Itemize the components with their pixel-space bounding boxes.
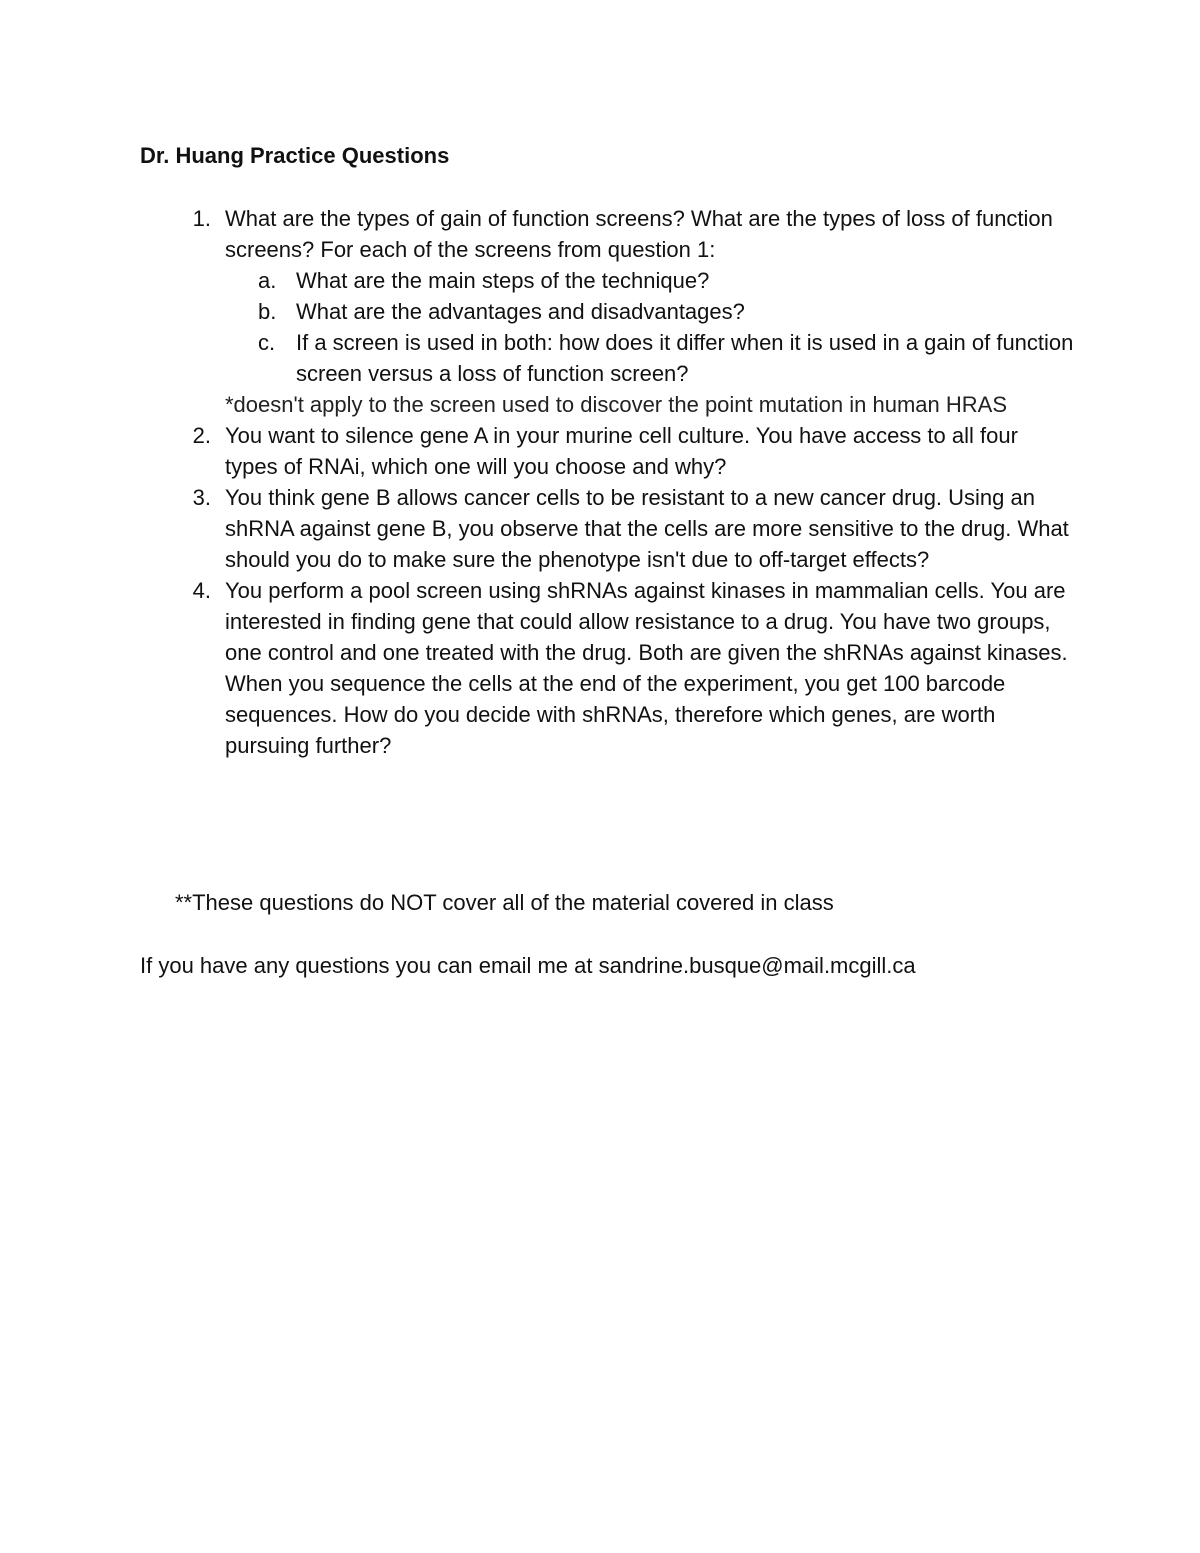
question-number: 1. (192, 206, 211, 231)
question-item (140, 420, 1075, 482)
sub-question-item (258, 327, 1075, 389)
question-text: You think gene B allows cancer cells to be resistant to a new cancer drug. Using an shRNA against gene B, you observe that the cells are more sensitive to the drug. What should you do to make sure the phenotype isn't due to off-target effects? (225, 485, 1069, 572)
question-text: You perform a pool screen using shRNAs against kinases in mammalian cells. You are interested in finding gene that could allow resistance to a drug. You have two groups, one control and one treated with the drug. Both are given the shRNAs against kinases. When you sequence the cells at the end of the experiment, you get 100 barcode sequences. How do you decide with shRNAs, therefore which genes, are worth pursuing further? (225, 578, 1068, 758)
question-list (140, 203, 1075, 761)
question-text: What are the types of gain of function screens? What are the types of loss of function screens? For each of the screens from question 1: (225, 206, 1053, 262)
question-item (140, 575, 1075, 761)
sub-question-text: What are the main steps of the technique? (296, 268, 710, 293)
question-number: 4. (192, 578, 211, 603)
sub-question-label: b. (258, 299, 277, 324)
sub-question-item (258, 296, 1075, 327)
contact-line: If you have any questions you can email me at sandrine.busque@mail.mcgill.ca (140, 953, 916, 978)
sub-question-text: What are the advantages and disadvantages? (296, 299, 745, 324)
question-text: You want to silence gene A in your murine cell culture. You have access to all four types of RNAi, which one will you choose and why? (225, 423, 1018, 479)
question-item (140, 482, 1075, 575)
sub-question-label: a. (258, 268, 277, 293)
sub-question-label: c. (258, 330, 276, 355)
sub-question-item (258, 265, 1075, 296)
question-item (140, 203, 1075, 420)
footnote: **These questions do NOT cover all of the material covered in class (175, 890, 834, 915)
question-number: 3. (192, 485, 211, 510)
question-note: *doesn't apply to the screen used to discover the point mutation in human HRAS (225, 392, 1007, 417)
document-title: Dr. Huang Practice Questions (140, 143, 450, 168)
sub-question-text: If a screen is used in both: how does it differ when it is used in a gain of function screen versus a loss of function screen? (296, 330, 1074, 386)
question-number: 2. (192, 423, 211, 448)
